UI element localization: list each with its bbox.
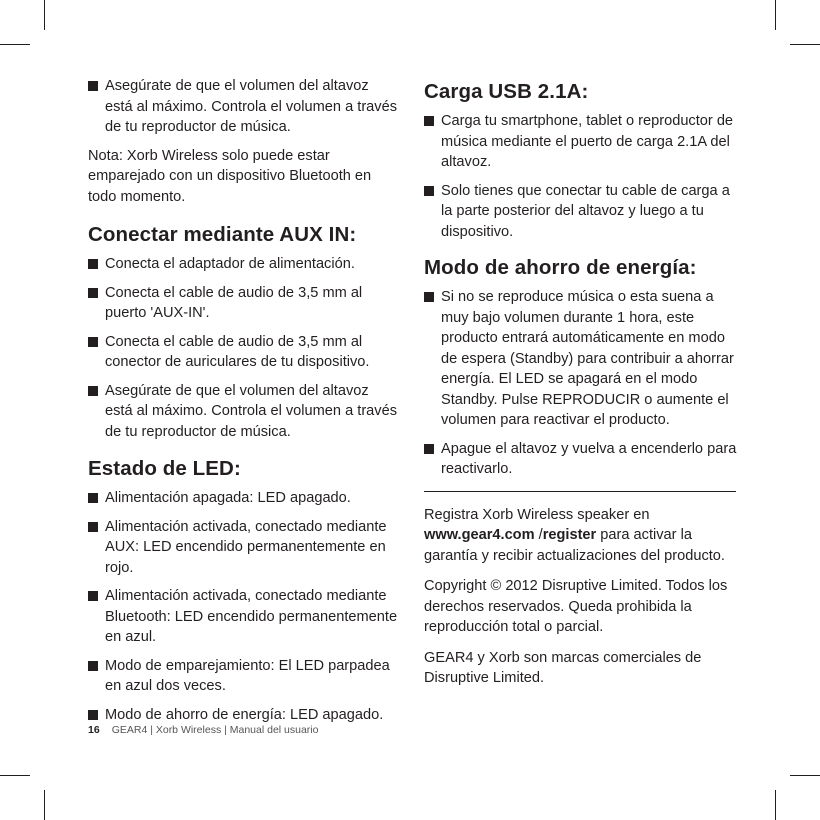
- led-list: [88, 488, 400, 725]
- aux-list: [88, 254, 400, 442]
- list-item: Apague el altavoz y vuelva a encenderlo para reactivarlo.: [424, 439, 738, 480]
- list-item: Conecta el cable de audio de 3,5 mm al conector de auriculares de tu dispositivo.: [88, 332, 400, 373]
- list-item: Modo de ahorro de energía: LED apagado.: [88, 705, 400, 726]
- crop-mark: [44, 0, 45, 30]
- list-item: Modo de emparejamiento: El LED parpadea en azul dos veces.: [88, 656, 400, 697]
- copyright-text: Copyright © 2012 Disruptive Limited. Todos los derechos reservados. Queda prohibida la reproducción total o parcial.: [424, 578, 728, 635]
- footer-text: GEAR4 | Xorb Wireless | Manual del usuario: [111, 724, 319, 736]
- crop-mark: [790, 44, 820, 45]
- register-intro: Registra Xorb Wireless speaker en: [424, 506, 650, 523]
- list-item: Conecta el cable de audio de 3,5 mm al puerto 'AUX-IN'.: [88, 283, 400, 324]
- crop-mark: [790, 775, 820, 776]
- trademark-text: GEAR4 y Xorb son marcas comerciales de Disruptive Limited.: [424, 649, 702, 686]
- aux-heading: Conectar mediante AUX IN:: [88, 223, 357, 246]
- crop-mark: [775, 0, 776, 30]
- usb-heading: Carga USB 2.1A:: [424, 80, 589, 103]
- intro-list: [88, 76, 400, 138]
- register-outro: para activar la garantía y recibir actualizaciones del producto.: [424, 527, 725, 564]
- crop-mark: [775, 790, 776, 820]
- register-path-link[interactable]: register: [542, 527, 597, 543]
- list-item: Solo tienes que conectar tu cable de carga a la parte posterior del altavoz y luego a tu dispositivo.: [424, 181, 738, 243]
- usb-list: [424, 111, 738, 242]
- crop-mark: [44, 790, 45, 820]
- list-item: Conecta el adaptador de alimentación.: [88, 254, 400, 275]
- list-item: Si no se reproduce música o esta suena a muy bajo volumen durante 1 hora, este producto entrará automáticamente en modo de espera (Standby) para contribuir a ahorrar energía. El LED se apagará en el modo Standby. Pulse REPRODUCIR o aumente el volumen para reactivar el producto.: [424, 287, 738, 431]
- crop-mark: [0, 775, 30, 776]
- right-column: [424, 76, 738, 689]
- register-text: [424, 505, 738, 567]
- power-saving-list: [424, 287, 738, 480]
- list-item: Alimentación apagada: LED apagado.: [88, 488, 400, 509]
- page-footer: [88, 724, 318, 736]
- led-heading: Estado de LED:: [88, 457, 241, 480]
- divider: [424, 491, 736, 492]
- register-site-link[interactable]: www.gear4.com: [424, 527, 535, 543]
- bluetooth-note: Nota: Xorb Wireless solo puede estar emparejado con un dispositivo Bluetooth en todo momento.: [88, 147, 372, 205]
- list-item: Alimentación activada, conectado mediante Bluetooth: LED encendido permanentemente en azul.: [88, 586, 400, 648]
- list-item: Carga tu smartphone, tablet o reproductor de música mediante el puerto de carga 2.1A del altavoz.: [424, 111, 738, 173]
- left-column: [88, 76, 400, 725]
- power-saving-heading: Modo de ahorro de energía:: [424, 256, 697, 279]
- page-number: 16: [88, 724, 100, 736]
- list-item: Alimentación activada, conectado mediante AUX: LED encendido permanentemente en rojo.: [88, 517, 400, 579]
- list-item: Asegúrate de que el volumen del altavoz está al máximo. Controla el volumen a través de tu reproductor de música.: [88, 381, 400, 443]
- list-item: Asegúrate de que el volumen del altavoz está al máximo. Controla el volumen a través de tu reproductor de música.: [88, 76, 400, 138]
- crop-mark: [0, 44, 30, 45]
- register-separator: /: [534, 527, 543, 543]
